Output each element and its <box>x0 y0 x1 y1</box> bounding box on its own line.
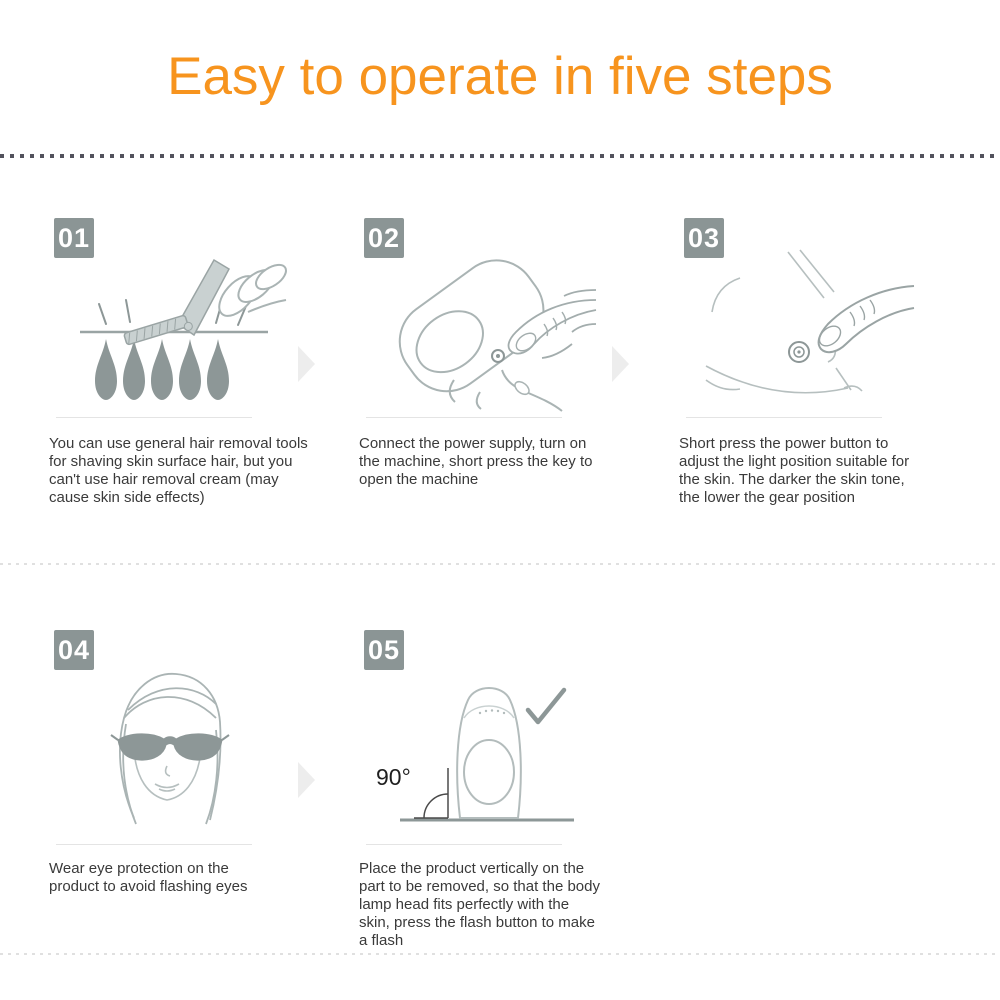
step-number-badge: 03 <box>684 218 724 258</box>
middle-dashed-divider <box>0 563 1000 565</box>
place-vertically-illustration <box>352 652 624 840</box>
bottom-dashed-divider <box>0 953 1000 955</box>
step-description: You can use general hair removal tools for shaving skin surface hair, but you can't use hair removal cream (may cause skin side effects) <box>49 435 308 506</box>
eye-protection-icon <box>66 652 291 840</box>
plug <box>512 379 531 397</box>
step-description: Connect the power supply, turn on the machine, short press the key to open the machine <box>359 435 593 488</box>
step-description: Wear eye protection on the product to avoid flashing eyes <box>49 860 248 895</box>
razor-shaving-icon <box>66 240 291 412</box>
connect-power-illustration <box>352 240 624 412</box>
razor <box>123 260 228 349</box>
razor-shaving-illustration <box>42 240 314 412</box>
step-divider <box>56 844 252 845</box>
step-number-badge: 04 <box>54 630 94 670</box>
step-description: Place the product vertically on the part to be removed, so that the body lamp head fits perfectly with the skin, press the flash button to make a flash <box>359 860 600 949</box>
step-divider <box>686 417 882 418</box>
step-description: Short press the power button to adjust the light position suitable for the skin. The darker the skin tone, the lower the gear position <box>679 435 910 506</box>
press-power-button-icon <box>696 240 921 412</box>
wear-eye-protection-illustration <box>42 652 314 840</box>
power-cord <box>502 370 562 411</box>
top-dashed-divider <box>0 154 1000 158</box>
angle-label: 90° <box>376 764 411 790</box>
hair-follicles <box>95 339 229 400</box>
step-number-badge: 02 <box>364 218 404 258</box>
press-power-button-illustration <box>672 240 944 412</box>
step-divider <box>366 417 562 418</box>
step-number-badge: 05 <box>364 630 404 670</box>
step-divider <box>366 844 562 845</box>
connect-power-icon <box>376 240 601 412</box>
step-divider <box>56 417 252 418</box>
checkmark-icon <box>528 690 564 722</box>
power-button <box>789 342 809 362</box>
step-number-badge: 01 <box>54 218 94 258</box>
vertical-device-icon <box>376 652 601 840</box>
page-title: Easy to operate in five steps <box>167 47 833 106</box>
right-angle-figure <box>414 768 448 818</box>
device-body <box>457 688 521 818</box>
sunglasses <box>118 734 222 760</box>
finger <box>818 286 913 352</box>
